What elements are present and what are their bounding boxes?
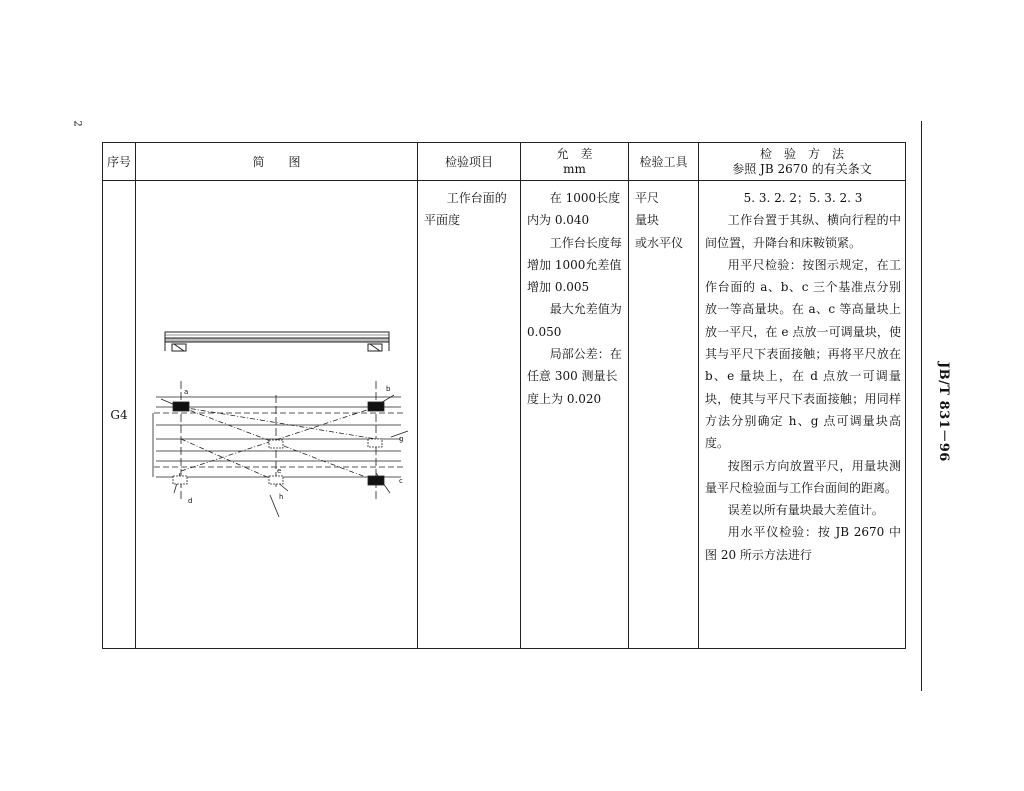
method-paragraph: 工作台置于其纵、横向行程的中间位置，升降台和床鞍锁紧。 <box>705 213 901 250</box>
header-diagram: 简 图 <box>136 143 418 181</box>
method-paragraph: 用水平仪检验：按 JB 2670 中图 20 所示方法进行 <box>705 525 901 562</box>
header-item: 检验项目 <box>418 143 521 181</box>
table-header-row <box>103 143 906 181</box>
label-d: d <box>188 497 193 505</box>
label-g: g <box>399 435 404 443</box>
row-id: G4 <box>103 181 136 649</box>
header-tools: 检验工具 <box>629 143 699 181</box>
side-view <box>165 332 389 351</box>
tolerance-line: 工作台长度每增加 1000允差值增加 0.005 <box>527 235 622 295</box>
tool-item: 平尺 <box>635 191 660 205</box>
item-text: 工作台面的平面度 <box>424 191 507 228</box>
label-b: b <box>386 385 391 393</box>
table-row <box>103 181 906 649</box>
inspection-table <box>102 142 906 649</box>
method-paragraph: 按图示方向放置平尺，用量块测量平尺检验面与工作台面间的距离。 <box>705 458 901 495</box>
tolerance-cell <box>521 181 629 649</box>
flatness-diagram <box>136 181 418 649</box>
page-number: 2 <box>71 120 83 127</box>
method-paragraph: 用平尺检验：按图示规定，在工作台面的 a、b、c 三个基准点分别放一等高量块。在 a、c 等高量块上放一平尺，在 e 点放一可调量块，使其与平尺下表面接触；再将平尺放在 b、e 量块上，在 d 点放一可调量块，使其与平尺下表面接触；用同样方法分别确定 h、g 点可调量块高度。 <box>705 257 901 451</box>
header-method-ref: 参照 JB 2670 的有关条文 <box>732 161 872 176</box>
item-cell <box>418 181 521 649</box>
label-e: e <box>277 467 282 475</box>
label-h: h <box>279 493 284 501</box>
tool-item: 量块 <box>635 213 660 228</box>
diagram-cell <box>136 181 418 649</box>
header-seq: 序号 <box>103 143 136 181</box>
tolerance-line: 在 1000长度内为 0.040 <box>527 191 621 228</box>
header-method <box>699 143 906 181</box>
method-paragraph: 误差以所有量块最大差值计。 <box>727 503 884 518</box>
tolerance-line: 局部公差：在任意 300 测量长度上为 0.020 <box>527 347 622 406</box>
header-tolerance-unit: mm <box>563 161 586 176</box>
header-tolerance-title: 允 差 <box>556 146 593 161</box>
method-reference: 5. 3. 2. 2；5. 3. 2. 3 <box>743 191 863 205</box>
margin-rule <box>921 121 922 691</box>
label-a: a <box>184 388 189 396</box>
label-c: c <box>399 477 403 485</box>
header-tolerance <box>521 143 629 181</box>
header-method-title: 检 验 方 法 <box>759 146 844 161</box>
standard-code: JB/T 831－96 <box>936 362 951 462</box>
method-cell <box>699 181 906 649</box>
tolerance-line: 最大允差值为 0.050 <box>527 302 622 339</box>
tools-cell <box>629 181 699 649</box>
tool-item: 或水平仪 <box>635 235 684 250</box>
